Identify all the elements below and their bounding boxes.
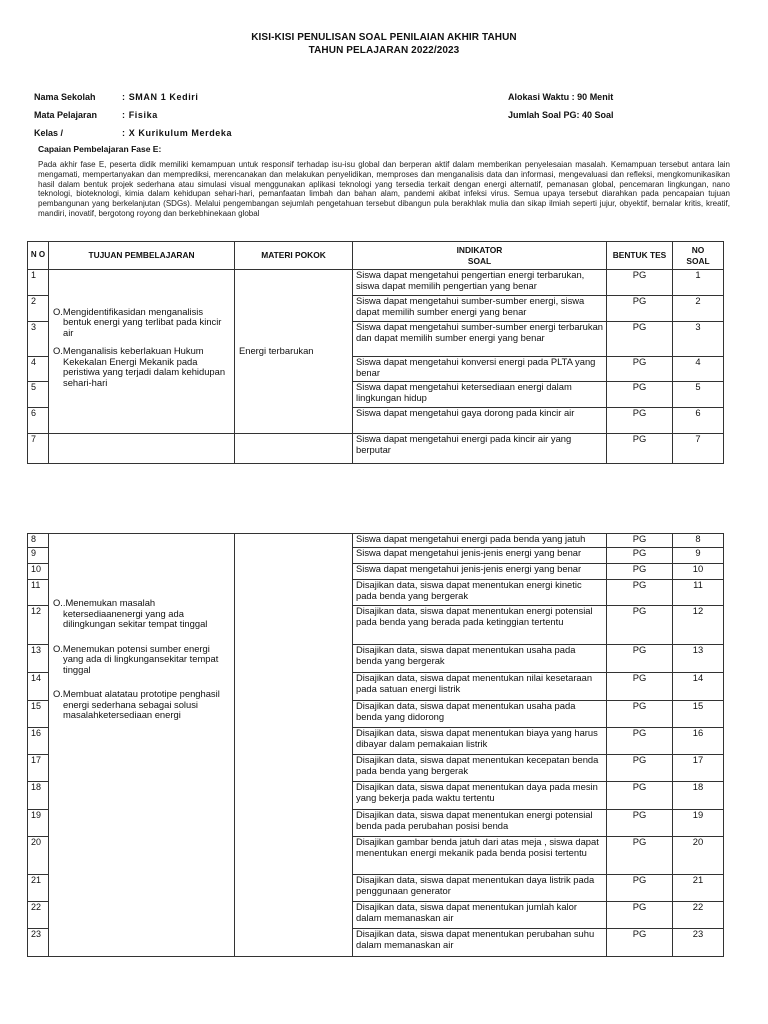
row-bentuk: PG: [607, 357, 673, 382]
row-nosoal: 7: [673, 434, 724, 464]
row-bentuk: PG: [607, 434, 673, 464]
row-bentuk: PG: [607, 270, 673, 296]
tujuan-item: O.Membuat alatatau prototipe penghasil energi sederhana sebagai solusi masalahketersediaan energi: [53, 688, 220, 720]
table-row: [28, 534, 724, 548]
class-label: Kelas /: [34, 128, 64, 138]
row-indikator: Disajikan data, siswa dapat menentukan perubahan suhu dalam memanaskan air: [353, 929, 607, 957]
header-bentuk: BENTUK TES: [607, 242, 673, 270]
kisi-table-1: [27, 241, 724, 464]
row-nosoal: 6: [673, 408, 724, 434]
row-bentuk: PG: [607, 875, 673, 902]
row-nosoal: 3: [673, 322, 724, 357]
row-indikator: Siswa dapat mengetahui gaya dorong pada kincir air: [353, 408, 607, 434]
row-nosoal: 10: [673, 564, 724, 580]
tujuan-item: O.Menemukan potensi sumber energi yang ada di lingkungansekitar tempat tinggal: [53, 642, 219, 675]
row-indikator: Siswa dapat mengetahui energi pada benda yang jatuh: [353, 534, 607, 548]
tujuan-item: O.Mengidentifikasidan menganalisis bentuk energi yang terlibat pada kincir air: [53, 305, 222, 338]
materi-cell: Energi terbarukan: [235, 270, 353, 434]
row-no: 10: [28, 564, 49, 580]
header-no: N O: [28, 242, 49, 270]
header-nosoal-line2: SOAL: [686, 255, 710, 266]
row-bentuk: PG: [607, 382, 673, 408]
row-bentuk: PG: [607, 810, 673, 837]
row-no: 21: [28, 875, 49, 902]
row-indikator: Disajikan data, siswa dapat menentukan energi potensial benda pada perubahan posisi benda: [353, 810, 607, 837]
row-bentuk: PG: [607, 728, 673, 755]
time-allocation: Alokasi Waktu : 90 Menit: [508, 92, 614, 102]
row-bentuk: PG: [607, 322, 673, 357]
row-indikator: Disajikan data, siswa dapat menentukan usaha pada benda yang bergerak: [353, 645, 607, 673]
header-indikator-line2: SOAL: [467, 255, 492, 266]
row-indikator: Siswa dapat mengetahui pengertian energi terbarukan, siswa dapat memilih pengertian yang benar: [353, 270, 607, 296]
row-indikator: Siswa dapat mengetahui energi pada kincir air yang berputar: [353, 434, 607, 464]
row-no: 19: [28, 810, 49, 837]
doc-title-line1: KISI-KISI PENULISAN SOAL PENILAIAN AKHIR TAHUN: [251, 32, 517, 43]
row-bentuk: PG: [607, 296, 673, 322]
row-no: 16: [28, 728, 49, 755]
tujuan-cell-2: [49, 534, 235, 957]
table-header-row: [28, 242, 724, 270]
tujuan-cell-empty: [49, 434, 235, 464]
row-no: 5: [28, 382, 49, 408]
row-indikator: Siswa dapat mengetahui sumber-sumber energi, siswa dapat memilih sumber energi yang benar: [353, 296, 607, 322]
row-indikator: Disajikan data, siswa dapat menentukan energi potensial pada benda yang berada pada ketinggian tertentu: [353, 606, 607, 645]
row-indikator: Disajikan data, siswa dapat menentukan kecepatan benda pada benda yang bergerak: [353, 755, 607, 782]
header-tujuan: TUJUAN PEMBELAJARAN: [49, 242, 235, 270]
capaian-text: Pada akhir fase E, peserta didik memiliki kemampuan untuk responsif terhadap isu-isu global dan berperan aktif dalam memberikan penyelesaian masalah. Kemampuan tersebut antara lain mengamati, mempertanyakan dan memprediksi, merencanakan dan melakukan penyelidikan, memproses dan menganalisis data dan informasi, mengevaluasi dan refleksi, mengkomunikasikan hasil dalam bentuk projek sederhana atau simulasi visual menggunakan aplikasi teknologi yang tersedia terkait dengan energi alternatif, pemanasan global, pencemaran lingkungan, nano teknologi, bioteknologi, kimia dalam kehidupan sehari-hari, pemanfaatan limbah dan bahan alam, pandemi akibat infeksi virus. Semua upaya tersebut diarahkan pada pencapaian tujuan pembangunan yang berkelanjutan (SDGs). Melalui pengembangan sejumlah pengetahuan tersebut dibangun pula berakhlak mulia dan sikap ilmiah seperti jujur, obyektif, bernalar kritis, kreatif, mandiri, inovatif, bergotong royong dan berkebhinekaan global: [38, 160, 730, 218]
row-no: 8: [28, 534, 49, 548]
row-bentuk: PG: [607, 929, 673, 957]
table-row: [28, 434, 724, 464]
row-nosoal: 15: [673, 701, 724, 728]
row-indikator: Disajikan data, siswa dapat menentukan nilai kesetaraan pada satuan energi listrik: [353, 673, 607, 701]
row-bentuk: PG: [607, 755, 673, 782]
row-bentuk: PG: [607, 548, 673, 564]
row-no: 13: [28, 645, 49, 673]
row-bentuk: PG: [607, 701, 673, 728]
header-nosoal-line1: NO: [691, 245, 705, 255]
row-no: 20: [28, 837, 49, 875]
row-nosoal: 18: [673, 782, 724, 810]
row-indikator: Siswa dapat mengetahui konversi energi pada PLTA yang benar: [353, 357, 607, 382]
row-no: 15: [28, 701, 49, 728]
class-value: : X Kurikulum Merdeka: [122, 128, 233, 138]
row-no: 2: [28, 296, 49, 322]
row-nosoal: 4: [673, 357, 724, 382]
row-bentuk: PG: [607, 408, 673, 434]
row-indikator: Siswa dapat mengetahui jenis-jenis energi yang benar: [353, 564, 607, 580]
row-nosoal: 20: [673, 837, 724, 875]
row-nosoal: 1: [673, 270, 724, 296]
row-nosoal: 5: [673, 382, 724, 408]
row-bentuk: PG: [607, 580, 673, 606]
school-label: Nama Sekolah: [34, 92, 96, 102]
row-no: 23: [28, 929, 49, 957]
row-bentuk: PG: [607, 673, 673, 701]
row-no: 14: [28, 673, 49, 701]
tujuan-item: O..Menemukan masalah ketersediaanenergi yang ada dilingkungan sekitar tempat tinggal: [53, 597, 208, 629]
row-indikator: Siswa dapat mengetahui sumber-sumber energi terbarukan dan dapat memilih sumber energi yang benar: [353, 322, 607, 357]
row-bentuk: PG: [607, 564, 673, 580]
row-indikator: Disajikan data, siswa dapat menentukan jumlah kalor dalam memanaskan air: [353, 902, 607, 929]
row-no: 6: [28, 408, 49, 434]
header-materi: [235, 242, 353, 270]
row-indikator: Siswa dapat mengetahui ketersediaan energi dalam lingkungan hidup: [353, 382, 607, 408]
row-nosoal: 23: [673, 929, 724, 957]
capaian-heading: Capaian Pembelajaran Fase E:: [38, 144, 162, 154]
row-indikator: Disajikan data, siswa dapat menentukan daya pada mesin yang bekerja pada waktu tertentu: [353, 782, 607, 810]
row-nosoal: 16: [673, 728, 724, 755]
row-bentuk: PG: [607, 645, 673, 673]
row-no: 9: [28, 548, 49, 564]
row-nosoal: 21: [673, 875, 724, 902]
row-no: 18: [28, 782, 49, 810]
header-indikator-line1: INDIKATOR: [456, 245, 503, 255]
row-indikator: Disajikan data, siswa dapat menentukan biaya yang harus dibayar dalam pemakaian listrik: [353, 728, 607, 755]
doc-title-line2: TAHUN PELAJARAN 2022/2023: [308, 45, 460, 56]
subject-label: Mata Pelajaran: [34, 110, 98, 120]
row-bentuk: PG: [607, 782, 673, 810]
row-indikator: Disajikan data, siswa dapat menentukan energi kinetic pada benda yang bergerak: [353, 580, 607, 606]
school-value: : SMAN 1 Kediri: [122, 92, 199, 102]
row-indikator: Siswa dapat mengetahui jenis-jenis energi yang benar: [353, 548, 607, 564]
header-indikator: [353, 242, 607, 270]
row-nosoal: 8: [673, 534, 724, 548]
tujuan-item: O.Menganalisis keberlakuan Hukum Kekekalan Energi Mekanik pada peristiwa yang terjadi dalam kehidupan sehari-hari: [53, 345, 226, 388]
row-no: 17: [28, 755, 49, 782]
row-nosoal: 14: [673, 673, 724, 701]
row-nosoal: 17: [673, 755, 724, 782]
row-nosoal: 13: [673, 645, 724, 673]
row-no: 7: [28, 434, 49, 464]
row-bentuk: PG: [607, 606, 673, 645]
row-nosoal: 2: [673, 296, 724, 322]
row-nosoal: 19: [673, 810, 724, 837]
row-no: 3: [28, 322, 49, 357]
table-row: [28, 270, 724, 296]
row-no: 22: [28, 902, 49, 929]
question-count: Jumlah Soal PG: 40 Soal: [508, 110, 614, 120]
materi-cell-2: [235, 534, 353, 957]
row-bentuk: PG: [607, 837, 673, 875]
kisi-table-2: [27, 533, 724, 957]
row-indikator: Disajikan gambar benda jatuh dari atas meja , siswa dapat menentukan energi mekanik pada benda posisi tertentu: [353, 837, 607, 875]
row-no: 11: [28, 580, 49, 606]
row-indikator: Disajikan data, siswa dapat menentukan usaha pada benda yang didorong: [353, 701, 607, 728]
row-nosoal: 9: [673, 548, 724, 564]
row-bentuk: PG: [607, 902, 673, 929]
row-nosoal: 12: [673, 606, 724, 645]
row-nosoal: 22: [673, 902, 724, 929]
row-bentuk: PG: [607, 534, 673, 548]
header-materi-text: MATERI POKOK: [261, 250, 326, 261]
row-no: 1: [28, 270, 49, 296]
row-nosoal: 11: [673, 580, 724, 606]
row-no: 4: [28, 357, 49, 382]
header-nosoal: [673, 242, 724, 270]
subject-value: : Fisika: [122, 110, 158, 120]
row-no: 12: [28, 606, 49, 645]
row-indikator: Disajikan data, siswa dapat menentukan daya listrik pada penggunaan generator: [353, 875, 607, 902]
tujuan-cell-1: [49, 270, 235, 434]
materi-cell-empty: [235, 434, 353, 464]
